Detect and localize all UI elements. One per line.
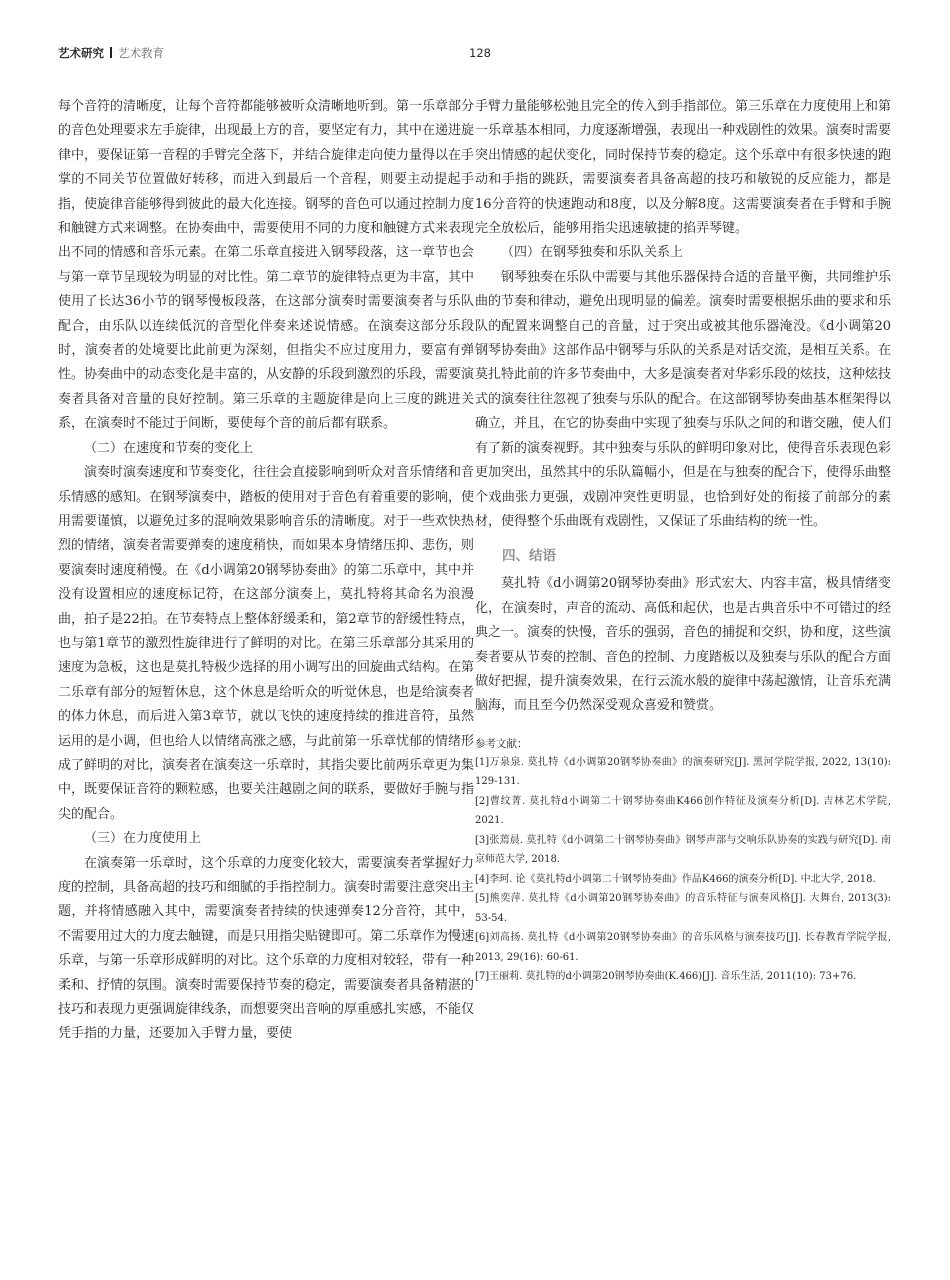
paragraph: 钢琴独奏在乐队中需要与其他乐器保持合适的音量平衡，共同维护乐曲的节奏和律动，避免出现明显的偏差。演奏时需要根据乐曲的要求和乐队的配置来调整自己的音量，过于突出或被其他乐器淹没。《d小调第20钢琴协奏曲》这部作品中钢琴与乐队的关系是对话交流，是相互关系。在莫扎特此前的许多节奏曲中，大多是演奏者对华彩乐段的炫技，这种炫技式的演奏往往忽视了独奏与乐队的配合。在这部钢琴协奏曲基本框架得以确立，并且，在它的协奏曲中实现了独奏与乐队之间的和谐交融，使人们有了新的演奏视野。其中独奏与乐队的鲜明印象对比，使得音乐表现色彩更加突出，虽然其中的乐队篇幅小，但是在与独奏的配合下，使得乐曲整个戏曲张力更强，戏剧冲突性更明显，也恰到好处的衔接了前部分的素材，使得整个乐曲既有戏剧性，又保证了乐曲结构的统一性。 bbox=[475, 269, 892, 529]
paragraph: 演奏时演奏速度和节奏变化，往往会直接影响到听众对音乐情绪和音乐情感的感知。在钢琴演奏中，踏板的使用对于音色有着重要的影响，使用需要谨慎，以避免过多的混响效果影响音乐的清晰度。对于一些欢快热烈的情绪，演奏者需要弹奏的速度稍快，而如果本身情绪压抑、悲伤，则要演奏时速度稍慢。在《d小调第20钢琴协奏曲》的第二乐章中，其中并没有设置相应的速度标记符，在这部分演奏上，莫扎特将其命名为浪漫曲，拍子是22拍。在节奏特点上整体舒缓柔和，第2章节的舒缓性特点，也与第1章节的激烈性旋律进行了鲜明的对比。在第三乐章部分其采用的速度为急板，这也是莫扎特极少选择的用小调写出的回旋曲式结构。在第二乐章有部分的短暂休息，这个休息是给听众的听觉休息，也是给演奏者的体力休息，而后进入第3章节，就以飞快的速度持续的推进音符，虽然运用的是小调，但也给人以情绪高涨之感，与此前第一乐章忧郁的情绪形成了鲜明的对比，演奏者在演奏这一乐章时，其指尖要比前两乐章更为集中，既要保证音符的颗粒感，也要关注越剧之间的联系，要做好手腕与指尖的配合。 bbox=[58, 465, 475, 822]
subheading: （四）在钢琴独奏和乐队关系上 bbox=[501, 245, 684, 261]
reference-item: [7]王丽莉. 莫扎特的d小调第20钢琴协奏曲(K.466)[J]. 音乐生活, 2011(10): 73+76. bbox=[475, 971, 857, 983]
paragraph: 每个音符的清晰度，让每个音符都能够被听众清晰地听到。第一乐章部分的音色处理要求左手旋律，出现最上方的音，要坚定有力，其中在递进旋律中，要保证第一音程的手臂完全落下，并结合旋律走向使力量得以在手掌的不同关节位置做好转移，而进入到最后一个音程，则要主动提起手指，使旋律音能够得到彼此的最大化连接。钢琴的音色可以通过控制力度和触键方式来调整。在协奏曲中，需要使用不同的力度和触键方式来表现出不同的情感和音乐元素。在第二乐章直接进入钢琴段落，这一章节也会与第一章节呈现较为明显的对比性。第二章节的旋律特点更为丰富，其中使用了长达36小节的钢琴慢板段落，在这部分演奏时需要演奏者与乐队配合，由乐队以连续低沉的音型化伴奏来述说情感。在演奏这部分乐段时，演奏者的处境要比此前更为深刻，但指尖不应过度用力，要富有弹性。协奏曲中的动态变化是丰富的，从安静的乐段到激烈的乐段，需要演奏者具备对音量的良好控制。第三乐章的主题旋律是向上三度的跳进关系，在演奏时不能过于间断，要使每个音的前后都有联系。 bbox=[58, 99, 475, 432]
subheading: （二）在速度和节奏的变化上 bbox=[84, 440, 254, 456]
reference-item: [6]刘高扬. 莫扎特《d小调第20钢琴协奏曲》的音乐风格与演奏技巧[J]. 长春教育学院学报, 2013, 29(16): 60-61. bbox=[475, 932, 891, 963]
journal-name: 艺术研究 bbox=[58, 46, 104, 60]
page-header bbox=[58, 44, 890, 62]
page-number: 128 bbox=[469, 46, 491, 60]
paragraph: 手臂力量能够松弛且完全的传入到手指部位。第三乐章在力度使用上和第一乐章基本相同，力度逐渐增强，表现出一种戏剧性的效果。演奏时需要突出情感的起伏变化，同时保持节奏的稳定。这个乐章中有很多快速的跑动和手指的跳跃，需要演奏者具备高超的技巧和敏锐的反应能力，都是16分音符的快速跑动和8度，以及分解8度。这需要演奏者在手臂和手腕完全放松后，能够用指尖迅速敏捷的掐弄琴键。 bbox=[475, 99, 892, 237]
reference-item: [4]李珂. 论《莫扎特d小调第二十钢琴协奏曲》作品K466的演奏分析[D]. 中北大学, 2018. bbox=[475, 873, 876, 885]
divider bbox=[110, 47, 112, 58]
references-title: 参考文献： bbox=[475, 737, 528, 750]
reference-item: [3]张蔫晨. 莫扎特《d小调第二十钢琴协奏曲》钢琴声部与交响乐队协奏的实践与研究[D]. 南京师范大学, 2018. bbox=[475, 834, 891, 866]
reference-item: [5]熊奕萍. 莫扎特《d小调第20钢琴协奏曲》的音乐特征与演奏风格[J]. 大舞台, 2013(3): 53-54. bbox=[475, 893, 891, 924]
subheading: （三）在力度使用上 bbox=[84, 831, 202, 847]
reference-item: [1]万泉泉. 莫扎特《d小调第20钢琴协奏曲》的演奏研究[J]. 黑河学院学报, 2022, 13(10): 129-131. bbox=[475, 756, 891, 788]
running-head bbox=[58, 44, 164, 62]
reference-item: [2]曹纹菁. 莫扎特d小调第二十钢琴协奏曲K466创作特征及演奏分析[D]. 吉林艺术学院, 2021. bbox=[475, 795, 891, 827]
paragraph: 在演奏第一乐章时，这个乐章的力度变化较大，需要演奏者掌握好力度的控制，具备高超的技巧和细腻的手指控制力。演奏时需要注意突出主题，并将情感融入其中，需要演奏者持续的快速弹奏12分音符，其中，不需要用过大的力度去触键，而是只用指尖贴键即可。第二乐章作为慢速乐章，与第一乐章形成鲜明的对比。这个乐章的力度相对较轻，带有一种柔和、抒情的氛围。演奏时需要保持节奏的稳定，需要演奏者具备精湛的技巧和表现力更强调旋律线条，而想要突出音响的厚重感扎实感，不能仅凭手指的力量，还要加入手臂力量，要使 bbox=[58, 855, 475, 1042]
left-column bbox=[58, 95, 474, 1047]
paragraph: 莫扎特《d小调第20钢琴协奏曲》形式宏大、内容丰富，极具情绪变化，在演奏时，声音的流动、高低和起伏，也是古典音乐中不可错过的经典之一。演奏的快慢，音乐的强弱，音色的捕捉和交织，协和度，这些演奏者要从节奏的控制、音色的控制、力度踏板以及独奏与乐队的配合方面做好把握，提升演奏效果，在行云流水般的旋律中荡起激情，让音乐充满脑海，而且至今仍然深受观众喜爱和赞赏。 bbox=[475, 576, 892, 714]
section-name: 艺术教育 bbox=[118, 46, 164, 60]
section-heading: 四、结语 bbox=[502, 548, 556, 565]
right-column bbox=[475, 95, 891, 987]
